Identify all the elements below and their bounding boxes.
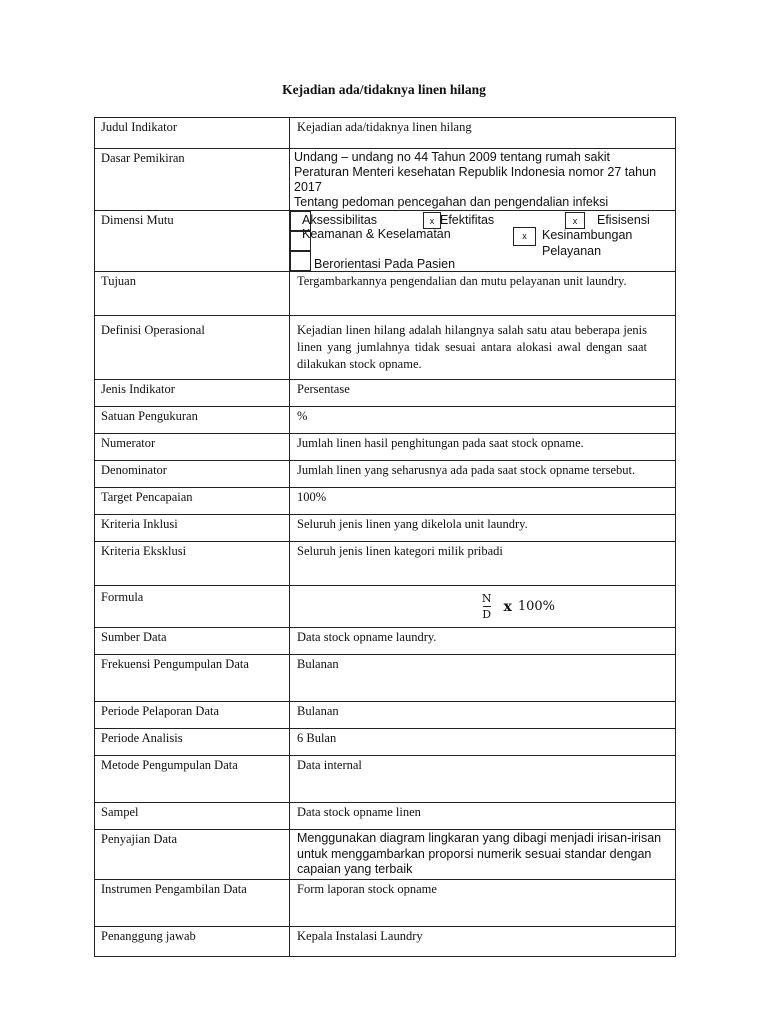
row-value: 100% bbox=[290, 488, 676, 515]
checkbox-efisiensi[interactable]: x bbox=[565, 212, 585, 229]
table-row bbox=[95, 628, 676, 655]
table-row bbox=[95, 211, 676, 272]
row-label: Jenis Indikator bbox=[95, 380, 290, 407]
row-label: Denominator bbox=[95, 461, 290, 488]
row-value: Seluruh jenis linen yang dikelola unit laundry. bbox=[290, 515, 676, 542]
row-value: Tergambarkannya pengendalian dan mutu pelayanan unit laundry. bbox=[290, 272, 676, 316]
row-label: Judul Indikator bbox=[95, 118, 290, 149]
table-row bbox=[95, 461, 676, 488]
row-value: Jumlah linen yang seharusnya ada pada saat stock opname tersebut. bbox=[290, 461, 676, 488]
row-label: Numerator bbox=[95, 434, 290, 461]
row-value: Data internal bbox=[290, 756, 676, 803]
row-value: % bbox=[290, 407, 676, 434]
table-row bbox=[95, 880, 676, 927]
row-label: Dimensi Mutu bbox=[95, 211, 290, 272]
fraction-bar bbox=[483, 606, 491, 607]
table-row bbox=[95, 586, 676, 628]
checkbox-keamanan[interactable] bbox=[290, 231, 311, 251]
table-row bbox=[95, 542, 676, 586]
table-row bbox=[95, 118, 676, 149]
row-label: Sumber Data bbox=[95, 628, 290, 655]
row-value: Kepala Instalasi Laundry bbox=[290, 927, 676, 957]
option-efektifitas: Efektifitas bbox=[440, 213, 495, 227]
row-value: Data stock opname laundry. bbox=[290, 628, 676, 655]
table-row bbox=[95, 488, 676, 515]
row-label: Periode Analisis bbox=[95, 729, 290, 756]
row-value: Kejadian linen hilang adalah hilangnya salah satu atau beberapa jenis linen yang jumlahnya tidak sesuai antara alokasi awal dengan saat dilakukan stock opname. bbox=[290, 316, 676, 380]
row-label: Periode Pelaporan Data bbox=[95, 702, 290, 729]
row-value: 6 Bulan bbox=[290, 729, 676, 756]
row-label: Definisi Operasional bbox=[95, 316, 290, 380]
row-value: Bulanan bbox=[290, 655, 676, 702]
formula-denominator: D bbox=[482, 608, 492, 621]
table-row bbox=[95, 272, 676, 316]
row-value: Seluruh jenis linen kategori milik pribadi bbox=[290, 542, 676, 586]
table-row bbox=[95, 434, 676, 461]
table-row bbox=[95, 407, 676, 434]
option-aksessibilitas: Aksessibilitas bbox=[302, 213, 378, 227]
row-value bbox=[290, 149, 676, 211]
table-row bbox=[95, 729, 676, 756]
row-label: Satuan Pengukuran bbox=[95, 407, 290, 434]
dasar-line: Tentang pedoman pencegahan dan pengendalian infeksi bbox=[294, 195, 609, 209]
row-label: Sampel bbox=[95, 803, 290, 830]
table-row bbox=[95, 927, 676, 957]
row-label: Frekuensi Pengumpulan Data bbox=[95, 655, 290, 702]
formula-cell bbox=[290, 586, 676, 628]
table-row bbox=[95, 149, 676, 211]
row-label: Kriteria Eksklusi bbox=[95, 542, 290, 586]
checkbox-efektifitas[interactable]: x bbox=[423, 212, 441, 229]
multiply-symbol: x bbox=[503, 598, 512, 615]
row-label: Penanggung jawab bbox=[95, 927, 290, 957]
dimensi-mutu-options bbox=[290, 211, 676, 272]
row-label: Penyajian Data bbox=[95, 830, 290, 880]
table-row bbox=[95, 655, 676, 702]
row-label: Instrumen Pengambilan Data bbox=[95, 880, 290, 927]
row-label: Formula bbox=[95, 586, 290, 628]
formula bbox=[290, 586, 675, 627]
table-row bbox=[95, 316, 676, 380]
dasar-line: Undang – undang no 44 Tahun 2009 tentang rumah sakit bbox=[294, 150, 610, 164]
row-value: Persentase bbox=[290, 380, 676, 407]
row-value: Menggunakan diagram lingkaran yang dibagi menjadi irisan-irisan untuk menggambarkan proporsi numerik sesuai standar dengan capaian yang terbaik bbox=[290, 830, 676, 880]
row-value: Form laporan stock opname bbox=[290, 880, 676, 927]
table-row bbox=[95, 702, 676, 729]
row-label: Tujuan bbox=[95, 272, 290, 316]
checkbox-berorientasi[interactable] bbox=[290, 251, 311, 271]
document-title: Kejadian ada/tidaknya linen hilang bbox=[282, 82, 486, 97]
checkbox-kesinambungan[interactable]: x bbox=[513, 227, 536, 246]
fraction bbox=[482, 592, 492, 621]
option-keamanan: Keamanan & Keselamatan bbox=[302, 227, 451, 241]
row-value: Kejadian ada/tidaknya linen hilang bbox=[290, 118, 676, 149]
row-label: Target Pencapaian bbox=[95, 488, 290, 515]
option-kesinambungan: Kesinambungan Pelayanan bbox=[542, 228, 633, 258]
table-row bbox=[95, 803, 676, 830]
table-row bbox=[95, 756, 676, 803]
formula-percent: 100% bbox=[517, 598, 555, 614]
row-value: Data stock opname linen bbox=[290, 803, 676, 830]
row-value: Jumlah linen hasil penghitungan pada saat stock opname. bbox=[290, 434, 676, 461]
row-label: Metode Pengumpulan Data bbox=[95, 756, 290, 803]
row-label: Dasar Pemikiran bbox=[95, 149, 290, 211]
row-value: Bulanan bbox=[290, 702, 676, 729]
row-label: Kriteria Inklusi bbox=[95, 515, 290, 542]
table-row bbox=[95, 830, 676, 880]
formula-numerator: N bbox=[481, 592, 492, 605]
table-row bbox=[95, 380, 676, 407]
option-berorientasi: Berorientasi Pada Pasien bbox=[314, 257, 456, 271]
dasar-line: Peraturan Menteri kesehatan Republik Indonesia nomor 27 tahun 2017 bbox=[294, 165, 657, 194]
indicator-table bbox=[94, 117, 676, 957]
option-efisiensi: Efisisensi bbox=[597, 213, 650, 227]
table-row bbox=[95, 515, 676, 542]
